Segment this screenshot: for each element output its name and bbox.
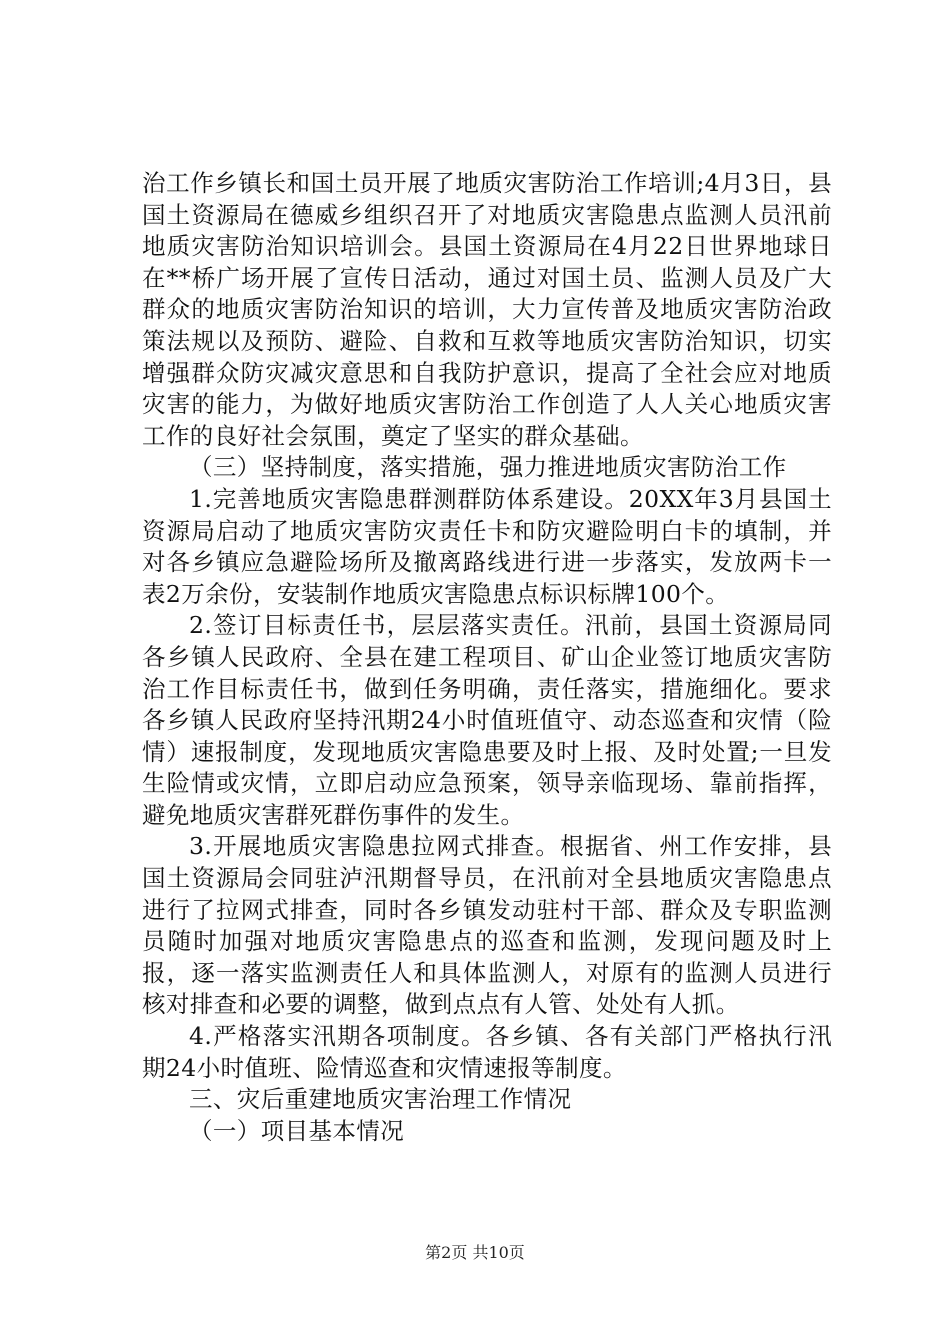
document-body [142,168,832,1147]
chapter-heading-3: 三、灾后重建地质灾害治理工作情况 [189,1085,572,1114]
page-number-footer: 第2页 共10页 [425,1243,525,1262]
paragraph-item-4: 4.严格落实汛期各项制度。各乡镇、各有关部门严格执行汛期24小时值班、险情巡查和灾情速报等制度。 [142,1022,832,1082]
paragraph-item-3: 3.开展地质灾害隐患拉网式排查。根据省、州工作安排，县国土资源局会同驻泸汛期督导员，在汛前对全县地质灾害隐患点进行了拉网式排查，同时各乡镇发动驻村干部、群众及专职监测员随时加强对地质灾害隐患点的巡查和监测，发现问题及时上报，逐一落实监测责任人和具体监测人，对原有的监测人员进行核对排查和必要的调整，做到点点有人管、处处有人抓。 [142,832,832,1019]
subsection-heading-1: （一）项目基本情况 [189,1116,405,1145]
section-heading-3: （三）坚持制度，落实措施，强力推进地质灾害防治工作 [189,453,787,482]
paragraph-item-1: 1.完善地质灾害隐患群测群防体系建设。20XX年3月县国土资源局启动了地质灾害防灾责任卡和防灾避险明白卡的填制，并对各乡镇应急避险场所及撤离路线进行进一步落实，发放两卡一表2万余份，安装制作地质灾害隐患点标识标牌100个。 [142,484,832,608]
paragraph-training: 治工作乡镇长和国土员开展了地质灾害防治工作培训;4月3日，县国土资源局在德威乡组织召开了对地质灾害隐患点监测人员汛前地质灾害防治知识培训会。县国土资源局在4月22日世界地球日在**桥广场开展了宣传日活动，通过对国土员、监测人员及广大群众的地质灾害防治知识的培训，大力宣传普及地质灾害防治政策法规以及预防、避险、自救和互救等地质灾害防治知识，切实增强群众防灾减灾意思和自我防护意识，提高了全社会应对地质灾害的能力，为做好地质灾害防治工作创造了人人关心地质灾害工作的良好社会氛围，奠定了坚实的群众基础。 [142,169,832,450]
paragraph-item-2: 2.签订目标责任书，层层落实责任。汛前，县国土资源局同各乡镇人民政府、全县在建工程项目、矿山企业签订地质灾害防治工作目标责任书，做到任务明确，责任落实，措施细化。要求各乡镇人民政府坚持汛期24小时值班值守、动态巡查和灾情（险情）速报制度，发现地质灾害隐患要及时上报、及时处置;一旦发生险情或灾情，立即启动应急预案，领导亲临现场、靠前指挥，避免地质灾害群死群伤事件的发生。 [142,611,832,829]
